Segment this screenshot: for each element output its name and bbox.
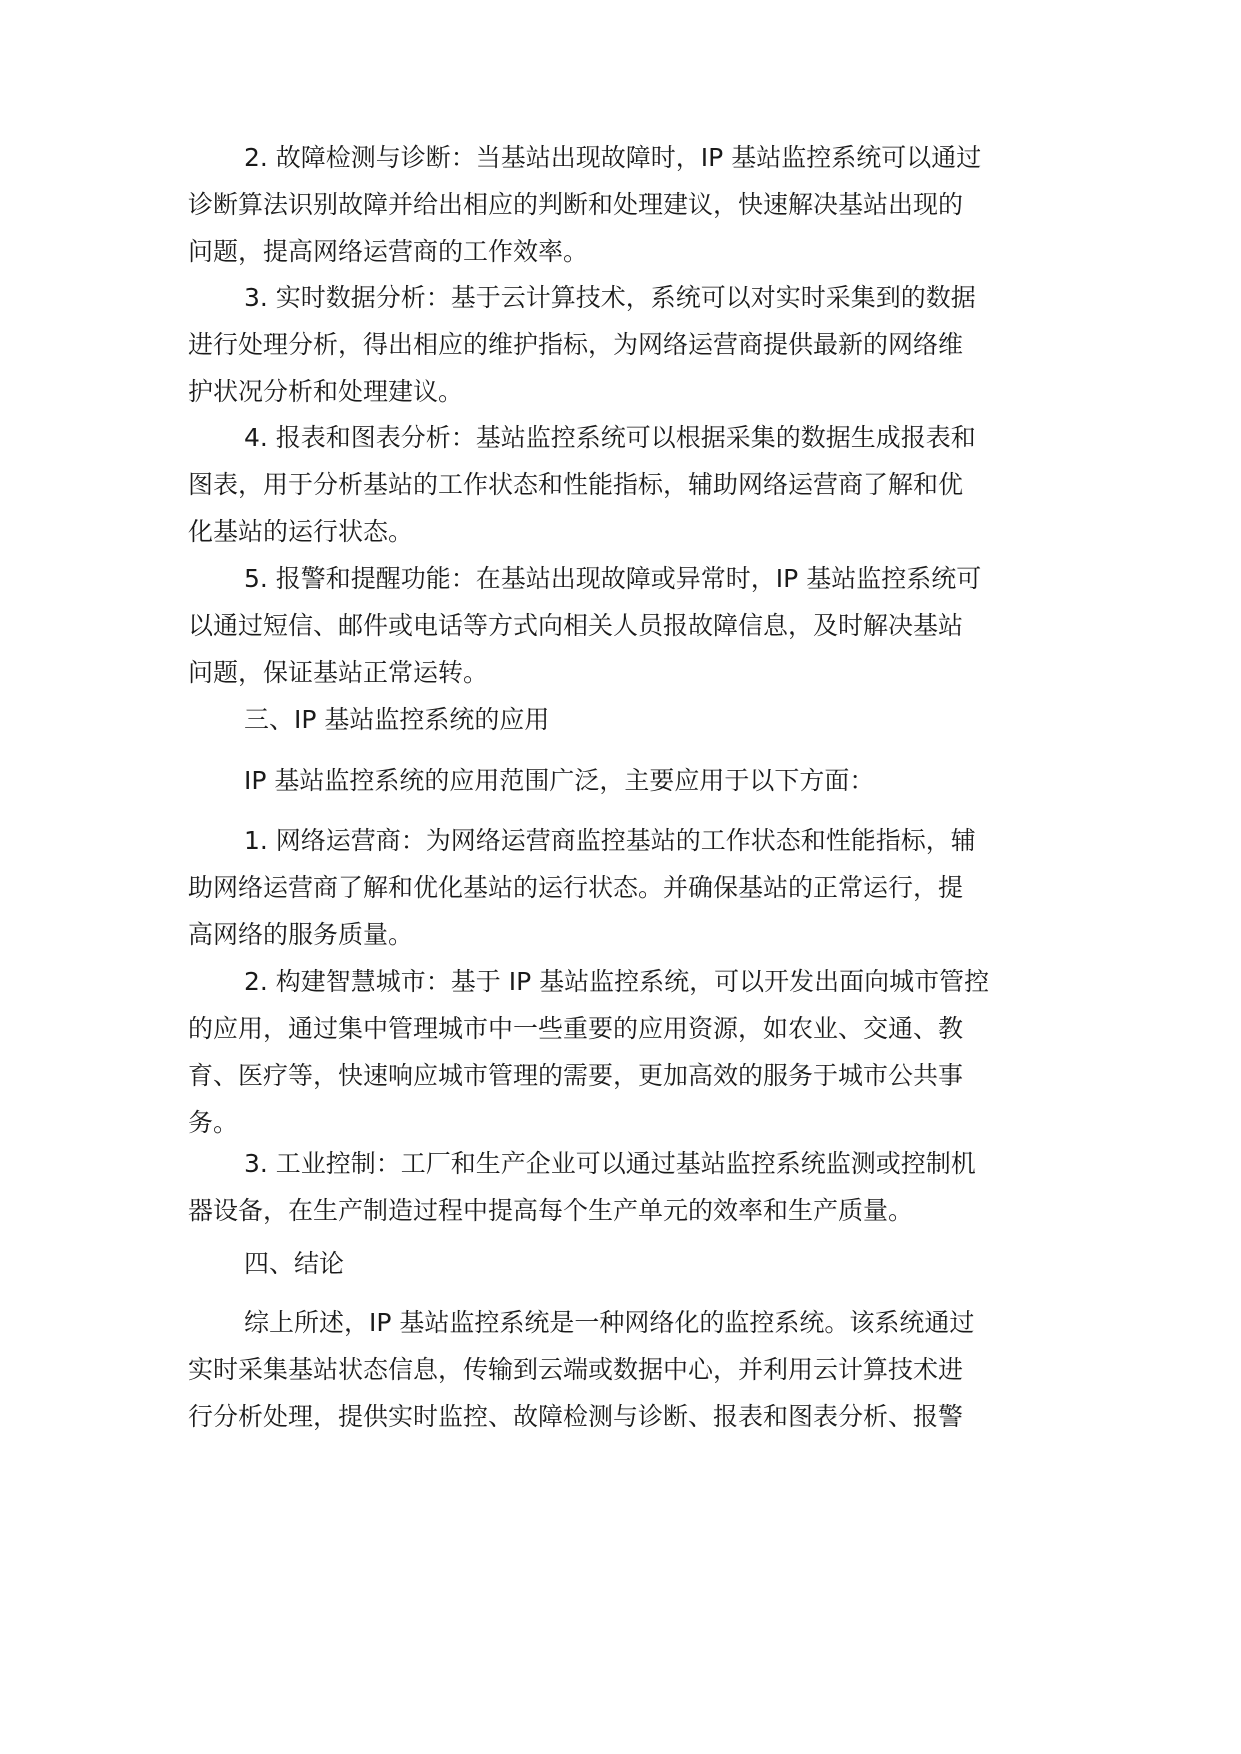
text-line: 育、医疗等，快速响应城市管理的需要，更加高效的服务于城市公共事 bbox=[188, 1061, 964, 1090]
text-line: 2. 故障检测与诊断：当基站出现故障时，IP 基站监控系统可以通过 bbox=[244, 143, 982, 172]
text-line: 务。 bbox=[188, 1108, 239, 1137]
text-line: 实时采集基站状态信息，传输到云端或数据中心，并利用云计算技术进 bbox=[188, 1355, 964, 1384]
text-line: 化基站的运行状态。 bbox=[188, 517, 414, 546]
text-line: 诊断算法识别故障并给出相应的判断和处理建议，快速解决基站出现的 bbox=[188, 190, 964, 219]
text-line: 器设备，在生产制造过程中提高每个生产单元的效率和生产质量。 bbox=[188, 1196, 914, 1225]
text-line: 2. 构建智慧城市：基于 IP 基站监控系统，可以开发出面向城市管控 bbox=[244, 967, 990, 996]
text-line: 问题，保证基站正常运转。 bbox=[188, 658, 489, 687]
text-line: 助网络运营商了解和优化基站的运行状态。并确保基站的正常运行，提 bbox=[188, 873, 964, 902]
paragraph-realtime-analysis bbox=[188, 274, 1056, 415]
text-line: 问题，提高网络运营商的工作效率。 bbox=[188, 237, 589, 266]
text-line: 行分析处理，提供实时监控、故障检测与诊断、报表和图表分析、报警 bbox=[188, 1402, 964, 1431]
paragraph-report-chart bbox=[188, 414, 1056, 555]
text-line: 高网络的服务质量。 bbox=[188, 920, 414, 949]
text-line: 3. 实时数据分析：基于云计算技术，系统可以对实时采集到的数据 bbox=[244, 283, 976, 312]
text-line: 4. 报表和图表分析：基站监控系统可以根据采集的数据生成报表和 bbox=[244, 423, 976, 452]
section-heading-application bbox=[188, 696, 1056, 743]
paragraph-smart-city bbox=[188, 958, 1056, 1146]
heading-text: 三、IP 基站监控系统的应用 bbox=[244, 705, 550, 734]
paragraph-conclusion bbox=[188, 1299, 1056, 1440]
text-line: 3. 工业控制：工厂和生产企业可以通过基站监控系统监测或控制机 bbox=[244, 1149, 976, 1178]
paragraph-industrial bbox=[188, 1140, 1056, 1234]
paragraph-fault-detection bbox=[188, 134, 1056, 275]
text-line: 1. 网络运营商：为网络运营商监控基站的工作状态和性能指标，辅 bbox=[244, 826, 976, 855]
text-line: 综上所述，IP 基站监控系统是一种网络化的监控系统。该系统通过 bbox=[244, 1308, 975, 1337]
text-line: 进行处理分析，得出相应的维护指标，为网络运营商提供最新的网络维 bbox=[188, 330, 964, 359]
section-heading-conclusion bbox=[188, 1240, 1056, 1287]
paragraph-application-intro bbox=[188, 757, 1056, 804]
text-line: 图表，用于分析基站的工作状态和性能指标，辅助网络运营商了解和优 bbox=[188, 470, 964, 499]
text-line: 5. 报警和提醒功能：在基站出现故障或异常时，IP 基站监控系统可 bbox=[244, 564, 982, 593]
text-line: 的应用，通过集中管理城市中一些重要的应用资源，如农业、交通、教 bbox=[188, 1014, 964, 1043]
text-line: 以通过短信、邮件或电话等方式向相关人员报故障信息，及时解决基站 bbox=[188, 611, 964, 640]
text-line: 护状况分析和处理建议。 bbox=[188, 377, 464, 406]
paragraph-alarm bbox=[188, 555, 1056, 696]
text-line: IP 基站监控系统的应用范围广泛，主要应用于以下方面： bbox=[244, 766, 875, 795]
heading-text: 四、结论 bbox=[244, 1249, 345, 1278]
paragraph-operator bbox=[188, 817, 1056, 958]
